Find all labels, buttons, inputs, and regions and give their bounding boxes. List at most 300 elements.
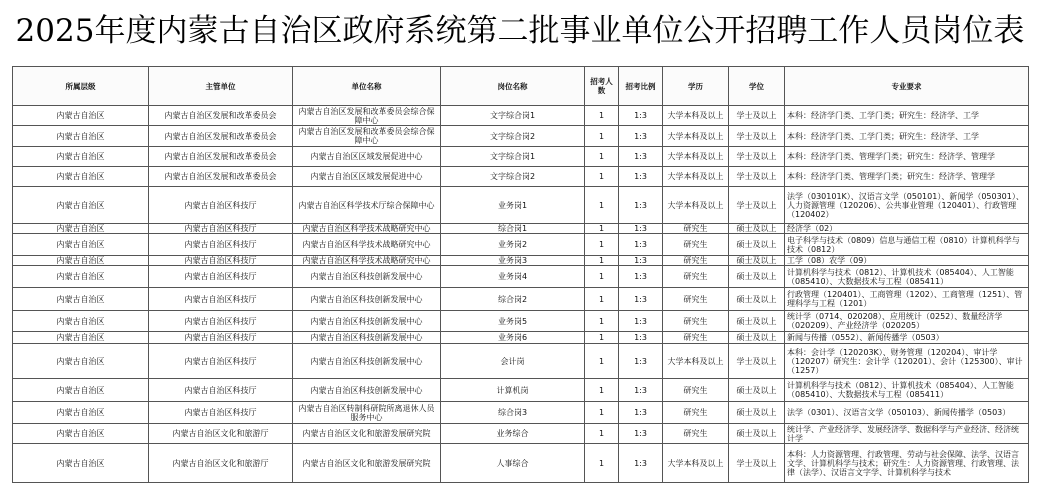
dept-cell (149, 444, 293, 483)
num-cell-text: 1 (598, 240, 605, 249)
ratio-cell-text: 1:3 (634, 316, 647, 326)
unit-cell-text: 内蒙古自治区文化和旅游发展研究院 (302, 458, 431, 468)
num-cell (585, 256, 619, 266)
major-cell-text: 工学（08）农学（09） (787, 256, 872, 265)
dept-cell (149, 332, 293, 344)
degree-cell-text: 学士及以上 (736, 200, 777, 210)
dept-cell (149, 379, 293, 402)
level-cell (13, 311, 149, 332)
edu-cell-text: 大学本科及以上 (667, 131, 724, 141)
level-cell (13, 126, 149, 147)
num-cell-text: 1 (598, 131, 605, 141)
num-cell-text: 1 (598, 333, 605, 342)
major-cell (785, 424, 1029, 444)
num-cell (585, 311, 619, 332)
post-cell-text: 文字综合岗2 (489, 172, 536, 181)
unit-cell-text: 内蒙古自治区科技创新发展中心 (310, 272, 423, 281)
ratio-cell (619, 311, 663, 332)
dept-cell (149, 256, 293, 266)
table-header-row (13, 67, 1029, 106)
unit-cell (293, 187, 441, 224)
edu-cell-text: 大学本科及以上 (667, 172, 724, 181)
ratio-cell-text: 1:3 (634, 333, 647, 342)
post-cell-text: 业务岗2 (497, 240, 528, 249)
dept-cell (149, 344, 293, 379)
unit-cell-text: 内蒙古自治区发展和改革委员会综合保障中心 (298, 127, 435, 145)
edu-cell (663, 147, 729, 167)
unit-cell (293, 424, 441, 444)
level-cell (13, 106, 149, 126)
unit-cell (293, 167, 441, 187)
level-cell-text: 内蒙古自治区 (56, 256, 105, 265)
page-title: 2025年度内蒙古自治区政府系统第二批事业单位公开招聘工作人员岗位表 (15, 13, 1025, 49)
major-cell (785, 288, 1029, 311)
dept-cell-text: 内蒙古自治区发展和改革委员会 (164, 131, 277, 141)
level-cell (13, 332, 149, 344)
edu-cell-text: 大学本科及以上 (667, 111, 724, 120)
ratio-cell-text: 1:3 (634, 356, 647, 366)
level-cell-text: 内蒙古自治区 (56, 429, 105, 438)
level-cell-text: 内蒙古自治区 (56, 356, 105, 366)
num-cell (585, 266, 619, 288)
degree-cell-text: 硕士及以上 (736, 333, 777, 342)
edu-cell-text: 研究生 (683, 429, 708, 438)
col-post-header: 岗位名称 (441, 67, 585, 106)
dept-cell-text: 内蒙古自治区科技厅 (184, 294, 257, 304)
edu-cell-text: 研究生 (683, 316, 708, 326)
edu-cell-text: 大学本科及以上 (667, 458, 724, 468)
edu-cell-text: 研究生 (683, 240, 708, 249)
post-cell (441, 424, 585, 444)
ratio-cell (619, 332, 663, 344)
col-ratio-header: 招考比例 (619, 67, 663, 106)
ratio-cell (619, 444, 663, 483)
dept-cell-text: 内蒙古自治区科技厅 (184, 385, 257, 395)
table-row (13, 224, 1029, 234)
major-cell-text: 法学（0301）、汉语言文学（050103）、新闻传播学（0503） (787, 408, 1011, 417)
table-row (13, 288, 1029, 311)
major-cell-text: 经济学（02） (787, 224, 838, 233)
ratio-cell-text: 1:3 (634, 294, 647, 304)
col-major-header: 专业要求 (785, 67, 1029, 106)
unit-cell-text: 内蒙古自治区文化和旅游发展研究院 (302, 429, 431, 438)
level-cell-text: 内蒙古自治区 (56, 224, 105, 233)
major-cell-text: 本科：会计学（120203K）、财务管理（120204）、审计学（120207）研究生：会计学（120201）、会计（125300）、审计（1257） (787, 347, 1023, 375)
level-cell-text: 内蒙古自治区 (56, 131, 105, 141)
level-cell-text: 内蒙古自治区 (56, 458, 105, 468)
major-cell-text: 计算机科学与技术（0812）、计算机技术（085404）、人工智能（085410）、大数据技术与工程（085411） (787, 381, 1014, 399)
dept-cell-text: 内蒙古自治区发展和改革委员会 (164, 111, 277, 120)
ratio-cell (619, 187, 663, 224)
post-cell (441, 126, 585, 147)
num-cell (585, 234, 619, 256)
edu-cell-text: 大学本科及以上 (667, 152, 724, 161)
major-cell-text: 法学（030101K）、汉语言文学（050101）、新闻学（050301）、人力资源管理（120206）、公共事业管理（120401）、行政管理（120402） (787, 191, 1024, 219)
unit-cell (293, 234, 441, 256)
col-unit-header: 单位名称 (293, 67, 441, 106)
dept-cell (149, 311, 293, 332)
unit-cell (293, 379, 441, 402)
major-cell (785, 344, 1029, 379)
level-cell-text: 内蒙古自治区 (56, 333, 105, 342)
ratio-cell-text: 1:3 (634, 200, 647, 210)
level-cell-text: 内蒙古自治区 (56, 272, 105, 281)
unit-cell (293, 266, 441, 288)
post-cell-text: 业务岗1 (497, 200, 528, 210)
dept-cell (149, 106, 293, 126)
ratio-cell (619, 266, 663, 288)
post-cell (441, 332, 585, 344)
table-row (13, 424, 1029, 444)
ratio-cell (619, 288, 663, 311)
post-cell-text: 业务综合 (496, 429, 529, 438)
ratio-cell-text: 1:3 (634, 408, 647, 417)
num-cell-text: 1 (598, 256, 605, 265)
unit-cell (293, 444, 441, 483)
degree-cell (729, 402, 785, 424)
ratio-cell (619, 167, 663, 187)
ratio-cell-text: 1:3 (634, 152, 647, 161)
major-cell-text: 本科：人力资源管理、行政管理、劳动与社会保障、法学、汉语言文学、计算机科学与技术；研究生：人力资源管理、行政管理、法律（法学）、汉语言文字学、计算机科学与技术 (787, 449, 1019, 477)
level-cell (13, 402, 149, 424)
dept-cell-text: 内蒙古自治区科技厅 (184, 272, 257, 281)
major-cell (785, 187, 1029, 224)
dept-cell (149, 224, 293, 234)
unit-cell (293, 256, 441, 266)
degree-cell (729, 379, 785, 402)
edu-cell (663, 344, 729, 379)
edu-cell (663, 379, 729, 402)
dept-cell-text: 内蒙古自治区科技厅 (184, 240, 257, 249)
ratio-cell-text: 1:3 (634, 256, 647, 265)
dept-cell-text: 内蒙古自治区发展和改革委员会 (164, 172, 277, 181)
post-cell-text: 人事综合 (496, 458, 529, 468)
post-cell-text: 文字综合岗2 (489, 131, 536, 141)
edu-cell-text: 研究生 (683, 333, 708, 342)
post-cell-text: 文字综合岗1 (489, 111, 536, 120)
level-cell (13, 234, 149, 256)
degree-cell-text: 学士及以上 (736, 131, 777, 141)
ratio-cell (619, 402, 663, 424)
edu-cell-text: 大学本科及以上 (667, 200, 724, 210)
major-cell-text: 行政管理（120401）、工商管理（1202）、工商管理（1251）、管理科学与工程（1201） (787, 290, 1023, 308)
level-cell (13, 147, 149, 167)
degree-cell-text: 硕士及以上 (736, 272, 777, 281)
unit-cell-text: 内蒙古自治区科技创新发展中心 (310, 294, 423, 304)
degree-cell (729, 187, 785, 224)
post-cell-text: 业务岗3 (497, 256, 528, 265)
major-cell (785, 332, 1029, 344)
edu-cell (663, 444, 729, 483)
ratio-cell (619, 256, 663, 266)
unit-cell (293, 147, 441, 167)
post-cell-text: 会计岗 (500, 356, 525, 366)
edu-cell (663, 288, 729, 311)
level-cell-text: 内蒙古自治区 (56, 172, 105, 181)
level-cell (13, 444, 149, 483)
edu-cell (663, 311, 729, 332)
num-cell (585, 288, 619, 311)
degree-cell (729, 266, 785, 288)
ratio-cell (619, 147, 663, 167)
edu-cell-text: 研究生 (683, 224, 708, 233)
table-row (13, 126, 1029, 147)
major-cell (785, 311, 1029, 332)
degree-cell (729, 344, 785, 379)
major-cell-text: 电子科学与技术（0809）信息与通信工程（0810）计算机科学与技术（0812） (787, 235, 1020, 254)
ratio-cell (619, 344, 663, 379)
degree-cell (729, 311, 785, 332)
major-cell (785, 234, 1029, 256)
degree-cell (729, 256, 785, 266)
dept-cell (149, 288, 293, 311)
post-cell (441, 379, 585, 402)
ratio-cell-text: 1:3 (634, 131, 647, 141)
num-cell-text: 1 (598, 316, 605, 326)
level-cell-text: 内蒙古自治区 (56, 111, 105, 120)
num-cell (585, 187, 619, 224)
post-cell-text: 计算机岗 (496, 385, 529, 395)
major-cell-text: 计算机科学与技术（0812）、计算机技术（085404）、人工智能（085410）、大数据技术与工程（085411） (787, 267, 1014, 286)
unit-cell-text: 内蒙古自治区区域发展促进中心 (310, 152, 423, 161)
num-cell (585, 402, 619, 424)
table-row (13, 147, 1029, 167)
table-row (13, 167, 1029, 187)
major-cell-text: 统计学（0714、020208）、应用统计（0252）、数量经济学（020209）、产业经济学（020205） (787, 312, 1003, 330)
ratio-cell (619, 224, 663, 234)
edu-cell (663, 266, 729, 288)
edu-cell (663, 187, 729, 224)
ratio-cell-text: 1:3 (634, 429, 647, 438)
major-cell (785, 106, 1029, 126)
dept-cell (149, 234, 293, 256)
major-cell (785, 444, 1029, 483)
post-cell (441, 224, 585, 234)
unit-cell-text: 内蒙古自治区科技创新发展中心 (310, 356, 423, 366)
unit-cell-text: 内蒙古自治区发展和改革委员会综合保障中心 (298, 106, 435, 125)
edu-cell-text: 大学本科及以上 (667, 356, 724, 366)
post-cell (441, 344, 585, 379)
edu-cell (663, 126, 729, 147)
dept-cell (149, 266, 293, 288)
col-dept-header: 主管单位 (149, 67, 293, 106)
dept-cell-text: 内蒙古自治区科技厅 (184, 316, 257, 326)
post-cell (441, 187, 585, 224)
post-cell-text: 文字综合岗1 (489, 152, 536, 161)
dept-cell (149, 187, 293, 224)
num-cell (585, 224, 619, 234)
major-cell (785, 402, 1029, 424)
unit-cell-text: 内蒙古自治区科学技术战略研究中心 (302, 224, 431, 233)
major-cell-text: 新闻与传播（0552）、新闻传播学（0503） (787, 333, 944, 342)
degree-cell-text: 硕士及以上 (736, 429, 777, 438)
num-cell-text: 1 (598, 294, 605, 304)
num-cell-text: 1 (598, 224, 605, 233)
dept-cell-text: 内蒙古自治区科技厅 (184, 356, 257, 366)
edu-cell (663, 234, 729, 256)
num-cell (585, 424, 619, 444)
table-row (13, 234, 1029, 256)
level-cell-text: 内蒙古自治区 (56, 316, 105, 326)
unit-cell-text: 内蒙古自治区科学技术战略研究中心 (302, 256, 431, 265)
dept-cell (149, 126, 293, 147)
dept-cell-text: 内蒙古自治区发展和改革委员会 (164, 152, 277, 161)
table-row (13, 344, 1029, 379)
num-cell (585, 167, 619, 187)
post-cell (441, 288, 585, 311)
post-cell (441, 147, 585, 167)
col-edu-header: 学历 (663, 67, 729, 106)
major-cell-text: 本科：经济学门类、管理学门类；研究生：经济学、管理学 (787, 172, 995, 181)
level-cell-text: 内蒙古自治区 (56, 294, 105, 304)
major-cell (785, 167, 1029, 187)
edu-cell-text: 研究生 (683, 294, 708, 304)
table-body (13, 106, 1029, 483)
num-cell (585, 106, 619, 126)
level-cell (13, 256, 149, 266)
recruitment-table (12, 66, 1029, 483)
post-cell-text: 业务岗6 (497, 333, 528, 342)
ratio-cell (619, 106, 663, 126)
edu-cell-text: 研究生 (683, 272, 708, 281)
degree-cell-text: 硕士及以上 (736, 385, 777, 395)
table-row (13, 256, 1029, 266)
degree-cell (729, 424, 785, 444)
dept-cell-text: 内蒙古自治区文化和旅游厅 (172, 429, 269, 438)
unit-cell (293, 311, 441, 332)
ratio-cell (619, 234, 663, 256)
major-cell-text: 本科：经济学门类、管理学门类；研究生：经济学、管理学 (787, 152, 995, 161)
unit-cell-text: 内蒙古自治区科技创新发展中心 (310, 333, 423, 342)
major-cell (785, 379, 1029, 402)
degree-cell (729, 167, 785, 187)
post-cell (441, 402, 585, 424)
table-row (13, 106, 1029, 126)
ratio-cell (619, 379, 663, 402)
degree-cell (729, 106, 785, 126)
num-cell-text: 1 (598, 458, 605, 468)
unit-cell (293, 344, 441, 379)
ratio-cell-text: 1:3 (634, 385, 647, 395)
unit-cell-text: 内蒙古自治区科技创新发展中心 (310, 316, 423, 326)
level-cell-text: 内蒙古自治区 (56, 385, 105, 395)
edu-cell (663, 106, 729, 126)
edu-cell (663, 402, 729, 424)
ratio-cell (619, 424, 663, 444)
ratio-cell (619, 126, 663, 147)
dept-cell-text: 内蒙古自治区科技厅 (184, 200, 257, 210)
ratio-cell-text: 1:3 (634, 272, 647, 281)
level-cell-text: 内蒙古自治区 (56, 408, 105, 417)
ratio-cell-text: 1:3 (634, 111, 647, 120)
degree-cell-text: 硕士及以上 (736, 224, 777, 233)
level-cell-text: 内蒙古自治区 (56, 240, 105, 249)
unit-cell-text: 内蒙古自治区区域发展促进中心 (310, 172, 423, 181)
table-row (13, 402, 1029, 424)
col-degree-header: 学位 (729, 67, 785, 106)
edu-cell-text: 研究生 (683, 408, 708, 417)
ratio-cell-text: 1:3 (634, 224, 647, 233)
num-cell (585, 147, 619, 167)
table-row (13, 444, 1029, 483)
col-num-header: 招考人数 (585, 67, 619, 106)
degree-cell (729, 234, 785, 256)
num-cell (585, 379, 619, 402)
degree-cell-text: 学士及以上 (736, 152, 777, 161)
post-cell (441, 106, 585, 126)
level-cell (13, 187, 149, 224)
degree-cell (729, 332, 785, 344)
dept-cell-text: 内蒙古自治区科技厅 (184, 224, 257, 233)
unit-cell-text: 内蒙古自治区转制科研院所离退休人员服务中心 (298, 403, 435, 422)
degree-cell (729, 288, 785, 311)
post-cell-text: 综合岗3 (497, 408, 528, 417)
degree-cell (729, 224, 785, 234)
table-row (13, 379, 1029, 402)
major-cell (785, 266, 1029, 288)
table-row (13, 266, 1029, 288)
dept-cell (149, 147, 293, 167)
degree-cell-text: 硕士及以上 (736, 240, 777, 249)
dept-cell-text: 内蒙古自治区科技厅 (184, 256, 257, 265)
level-cell (13, 224, 149, 234)
edu-cell (663, 424, 729, 444)
dept-cell-text: 内蒙古自治区科技厅 (184, 408, 257, 417)
level-cell (13, 167, 149, 187)
post-cell (441, 444, 585, 483)
level-cell (13, 424, 149, 444)
unit-cell (293, 402, 441, 424)
post-cell (441, 266, 585, 288)
major-cell (785, 256, 1029, 266)
dept-cell (149, 424, 293, 444)
table-row (13, 332, 1029, 344)
num-cell-text: 1 (598, 385, 605, 395)
dept-cell (149, 402, 293, 424)
edu-cell-text: 研究生 (683, 385, 708, 395)
num-cell-text: 1 (598, 152, 605, 161)
post-cell-text: 业务岗4 (497, 272, 528, 281)
num-cell (585, 344, 619, 379)
edu-cell (663, 256, 729, 266)
degree-cell (729, 147, 785, 167)
edu-cell-text: 研究生 (683, 256, 708, 265)
level-cell (13, 266, 149, 288)
num-cell-text: 1 (598, 356, 605, 366)
degree-cell-text: 学士及以上 (736, 458, 777, 468)
post-cell (441, 256, 585, 266)
num-cell-text: 1 (598, 200, 605, 210)
degree-cell (729, 444, 785, 483)
post-cell-text: 业务岗5 (497, 316, 528, 326)
col-level-header: 所属层级 (13, 67, 149, 106)
major-cell-text: 本科：经济学门类、工学门类；研究生：经济学、工学 (787, 111, 979, 120)
degree-cell-text: 学士及以上 (736, 172, 777, 181)
level-cell-text: 内蒙古自治区 (56, 200, 105, 210)
num-cell-text: 1 (598, 172, 605, 181)
unit-cell (293, 106, 441, 126)
degree-cell-text: 学士及以上 (736, 111, 777, 120)
degree-cell-text: 硕士及以上 (736, 316, 777, 326)
dept-cell (149, 167, 293, 187)
level-cell (13, 344, 149, 379)
degree-cell-text: 硕士及以上 (736, 408, 777, 417)
num-cell-text: 1 (598, 429, 605, 438)
unit-cell-text: 内蒙古自治区科学技术战略研究中心 (302, 240, 431, 249)
post-cell-text: 综合岗1 (497, 224, 528, 233)
num-cell (585, 332, 619, 344)
ratio-cell-text: 1:3 (634, 172, 647, 181)
